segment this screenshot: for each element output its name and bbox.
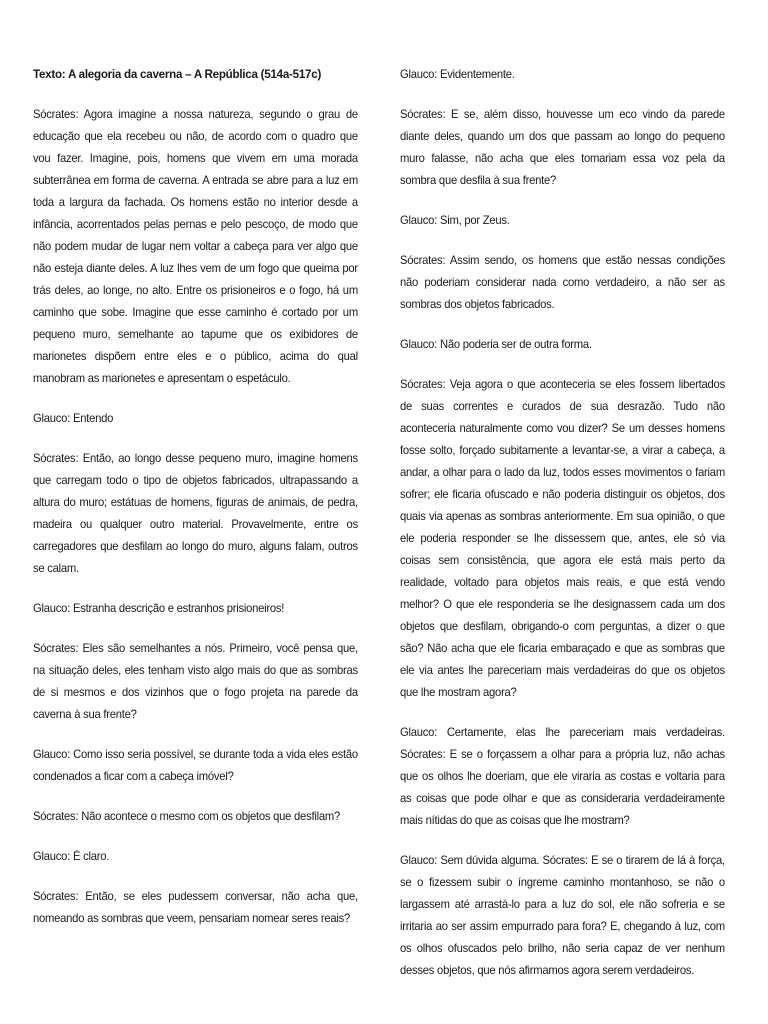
paragraph: Glauco: Estranha descrição e estranhos prisioneiros! bbox=[33, 602, 285, 615]
paragraph: Glauco: Evidentemente. bbox=[400, 68, 515, 81]
paragraph: Sócrates: Não acontece o mesmo com os objetos que desfilam? bbox=[33, 810, 341, 823]
document-title: Texto: A alegoria da caverna – A República (514a-517c) bbox=[33, 68, 322, 81]
paragraph: Glauco: É claro. bbox=[33, 850, 110, 863]
left-column bbox=[33, 64, 368, 948]
paragraph: Glauco: Sem dúvida alguma. Sócrates: E se o tirarem de lá à força, se o fizessem subir o íngreme caminho montanhoso, se não o largassem até arrastá-lo para a luz do sol, ele não sofreria e se irritaria ao ser assim empurrado para fora? E, chegando à luz, com os olhos ofuscados pelo brilho, não seria capaz de ver nenhum desses objetos, que nós afirmamos agora serem verdadeiros. bbox=[400, 854, 725, 977]
paragraph: Sócrates: Eles são semelhantes a nós. Primeiro, você pensa que, na situação deles, eles tenham visto algo mais do que as sombras de si mesmos e dos vizinhos que o fogo projeta na parede da caverna à sua frente? bbox=[33, 642, 358, 721]
paragraph: Sócrates: Então, se eles pudessem conversar, não acha que, nomeando as sombras que veem, pensariam nomear seres reais? bbox=[33, 890, 358, 925]
paragraph: Glauco: Certamente, elas lhe pareceriam mais verdadeiras. Sócrates: E se o forçassem a olhar para a própria luz, não achas que os olhos lhe doeriam, que ele viraria as costas e voltaria para as coisas que pode olhar e que as consideraria verdadeiramente mais nítidas do que as coisas que lhe mostram? bbox=[400, 726, 725, 827]
paragraph: Sócrates: Então, ao longo desse pequeno muro, imagine homens que carregam todo o tipo de objetos fabricados, ultrapassando a altura do muro; estátuas de homens, figuras de animais, de pedra, madeira ou qualquer outro material. Provavelmente, entre os carregadores que desfilam ao longo do muro, alguns falam, outros se calam. bbox=[33, 452, 358, 575]
paragraph: Sócrates: Agora imagine a nossa natureza, segundo o grau de educação que ela recebeu ou não, de acordo com o quadro que vou fazer. Imagine, pois, homens que vivem em uma morada subterrânea em forma de caverna. A entrada se abre para a luz em toda a largura da fachada. Os homens estão no interior desde a infância, acorrentados pelas pernas e pelo pescoço, de modo que não podem mudar de lugar nem voltar a cabeça para ver algo que não esteja diante deles. A luz lhes vem de um fogo que queima por trás deles, ao longe, no alto. Entre os prisioneiros e o fogo, há um caminho que sobe. Imagine que esse caminho é cortado por um pequeno muro, semelhante ao tapume que os exibidores de marionetes dispõem entre eles e o público, acima do qual manobram as marionetes e apresentam o espetáculo. bbox=[33, 108, 358, 385]
paragraph: Glauco: Não poderia ser de outra forma. bbox=[400, 338, 592, 351]
paragraph: Sócrates: E se, além disso, houvesse um eco vindo da parede diante deles, quando um dos que passam ao longo do pequeno muro falasse, não acha que eles tomariam essa voz pela da sombra que desfila à sua frente? bbox=[400, 108, 725, 187]
paragraph: Sócrates: Assim sendo, os homens que estão nessas condições não poderiam considerar nada como verdadeiro, a não ser as sombras dos objetos fabricados. bbox=[400, 254, 725, 311]
paragraph: Glauco: Entendo bbox=[33, 412, 114, 425]
right-column bbox=[400, 64, 735, 1000]
paragraph: Glauco: Como isso seria possível, se durante toda a vida eles estão condenados a ficar com a cabeça imóvel? bbox=[33, 748, 358, 783]
paragraph: Glauco: Sim, por Zeus. bbox=[400, 214, 510, 227]
paragraph: Sócrates: Veja agora o que aconteceria se eles fossem libertados de suas correntes e curados de sua desrazão. Tudo não aconteceria naturalmente como vou dizer? Se um desses homens fosse solto, forçado subitamente a levantar-se, a virar a cabeça, a andar, a olhar para o lado da luz, todos esses movimentos o fariam sofrer; ele ficaria ofuscado e não poderia distinguir os objetos, dos quais via apenas as sombras anteriormente. Em sua opinião, o que ele poderia responder se lhe dissessem que, antes, ele só via coisas sem consistência, que agora ele está mais perto da realidade, voltado para objetos mais reais, e que está vendo melhor? O que ele responderia se lhe designassem cada um dos objetos que desfilam, obrigando-o com perguntas, a dizer o que são? Não acha que ele ficaria embaraçado e que as sombras que ele via antes lhe pareceriam mais verdadeiras do que os objetos que lhe mostram agora? bbox=[400, 378, 725, 699]
